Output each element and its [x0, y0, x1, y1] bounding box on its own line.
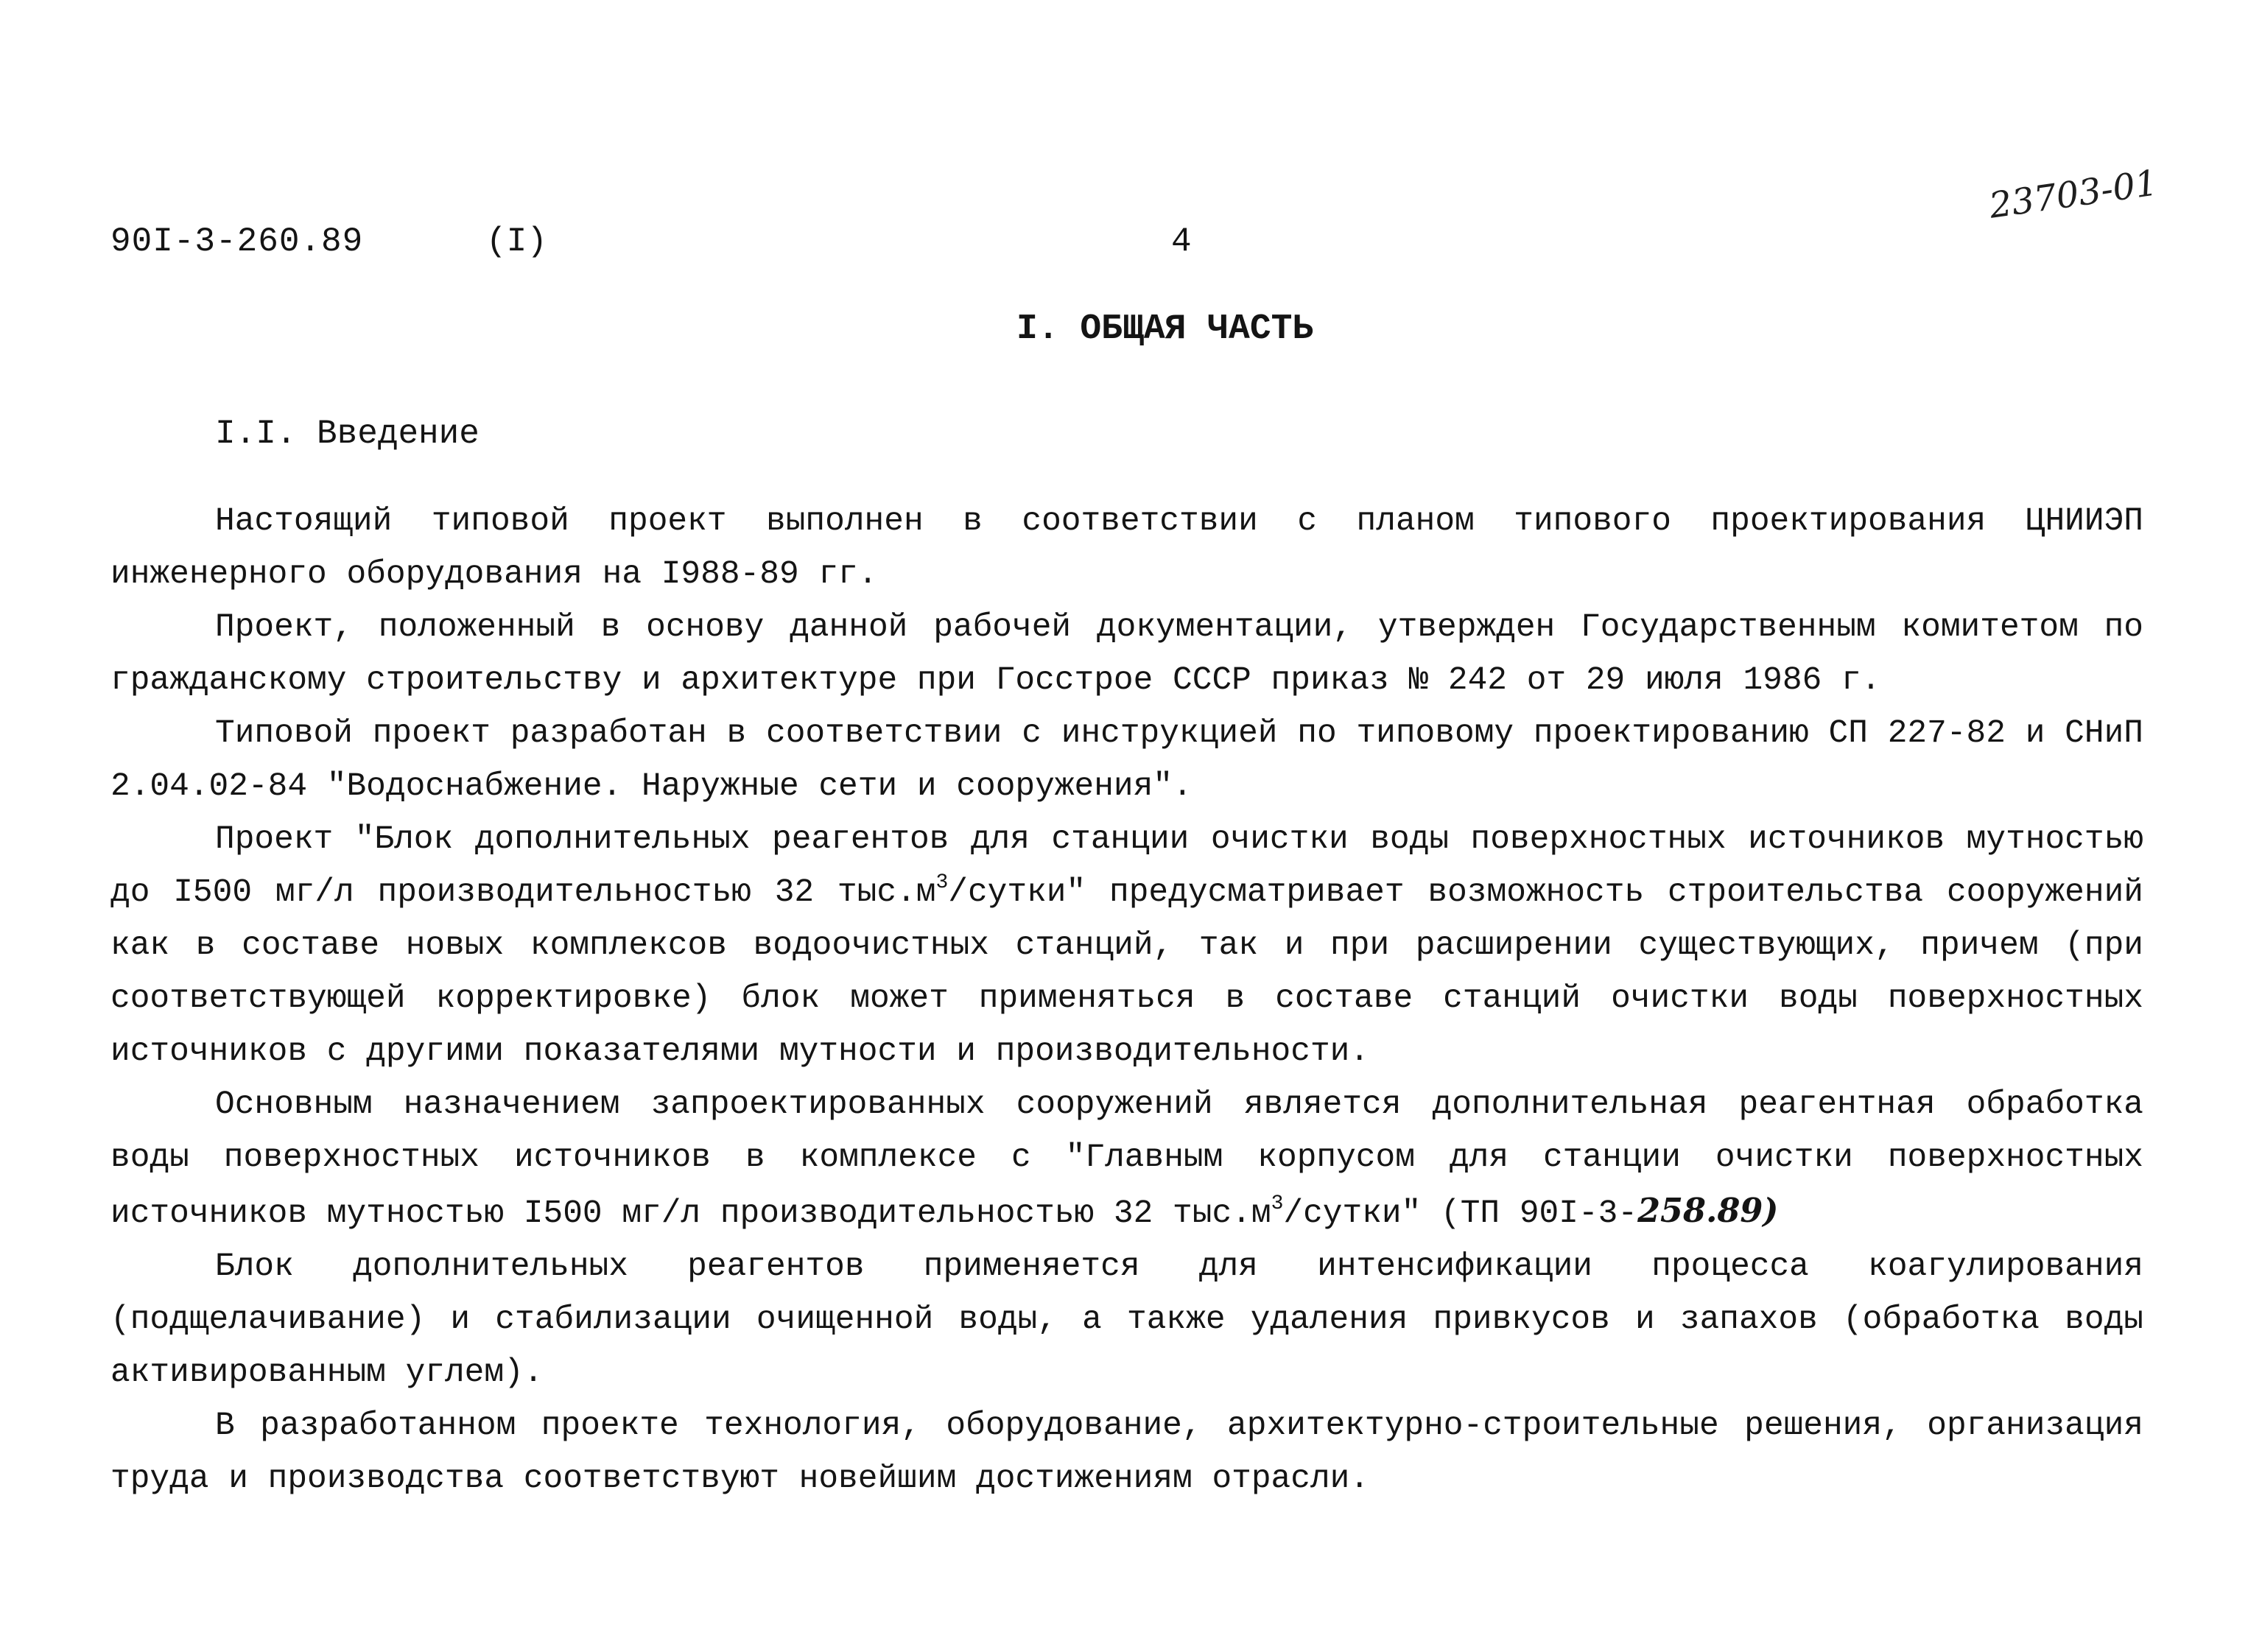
- paragraph-plan: Настоящий типовой проект выполнен в соответствии с планом типового проектирования ЦНИИЭП инженерного оборудования на I988-89 гг.: [110, 503, 2143, 593]
- paragraph-project-scope-part2: /сутки" предусматривает возможность строительства сооружений как в составе новых комплексов водоочистных станций, так и при расширении существующих, причем (при соответствующей корректировке) блок может применяться в составе станций очистки воды поверхностных источников с другими показателями мутности и производительности.: [110, 874, 2143, 1070]
- paragraph-project-scope: [110, 813, 2143, 1078]
- paragraph-standards: Типовой проект разработан в соответствии с инструкцией по типовому проектированию СП 227-82 и СНиП 2.04.02-84 "Водоснабжение. Наружные сети и сооружения".: [110, 715, 2143, 805]
- handwritten-project-number: 258.89): [1637, 1192, 1779, 1230]
- paragraph-purpose-part1: Основным назначением запроектированных сооружений является дополнительная реагентная обработка воды поверхностных источников в комплексе с "Главным корпусом для станции очистки поверхностных источников мутностью I500 мг/л производительностью 32 тыс.м: [110, 1086, 2143, 1232]
- handwritten-inventory-number: 23703-01: [1987, 162, 2160, 227]
- document-part: (I): [486, 222, 547, 261]
- paragraph-conclusion: В разработанном проекте технология, оборудование, архитектурно-строительные решения, организация труда и производства соответствуют новейшим достижениям отрасли.: [110, 1407, 2143, 1497]
- paragraph-purpose-part2: /сутки" (ТП 90I-3-: [1283, 1195, 1638, 1232]
- superscript-cubic: 3: [1271, 1192, 1284, 1215]
- paragraph-application: Блок дополнительных реагентов применяется для интенсификации процесса коагулирования (подщелачивание) и стабилизации очищенной воды, а также удаления привкусов и запахов (обработка воды активированным углем).: [110, 1248, 2143, 1391]
- document-code: 90I-3-260.89: [110, 222, 364, 261]
- section-title: I. ОБЩАЯ ЧАСТЬ: [1016, 309, 1314, 349]
- paragraph-purpose: [110, 1078, 2143, 1240]
- paragraph-approval: Проект, положенный в основу данной рабочей документации, утвержден Государственным комитетом по гражданскому строительству и архитектуре при Госстрое СССР приказ № 242 от 29 июля 1986 г.: [110, 609, 2143, 699]
- superscript-cubic: 3: [935, 871, 949, 894]
- page-number: 4: [1171, 222, 1192, 261]
- paragraph-project-scope-part1: Проект "Блок дополнительных реагентов для станции очистки воды поверхностных источников мутностью до I500 мг/л производительностью 32 тыс.м: [110, 821, 2143, 911]
- subsection-title: I.I. Введение: [215, 415, 480, 453]
- body-text: [110, 495, 2143, 1505]
